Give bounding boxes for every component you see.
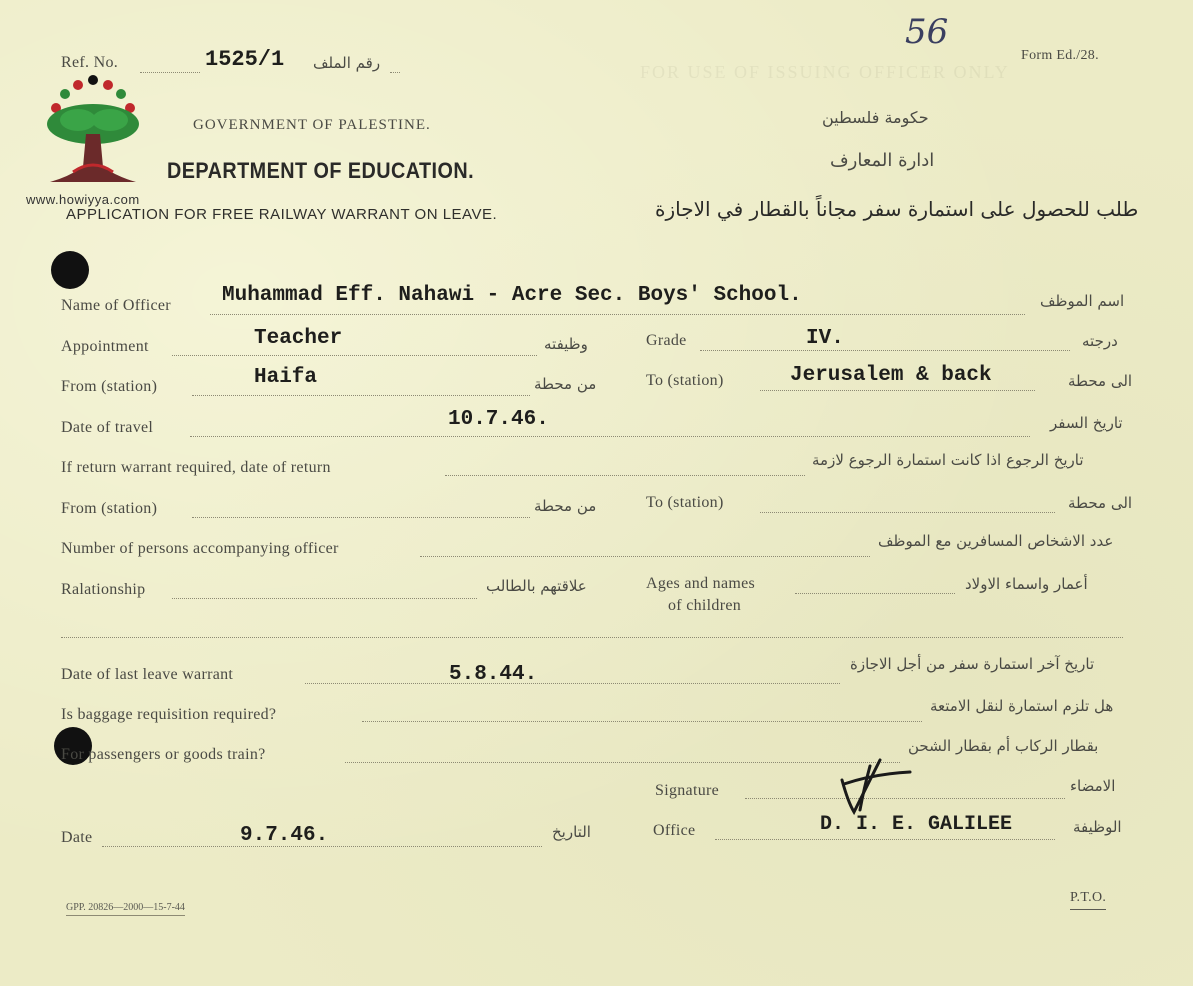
government-en: GOVERNMENT OF PALESTINE. — [193, 117, 431, 133]
to1-dots — [760, 390, 1035, 391]
ref-value: 1525/1 — [205, 47, 285, 72]
grade-ar: درجته — [1082, 332, 1118, 350]
date-travel-value: 10.7.46. — [448, 408, 549, 431]
office-ar: الوظيفة — [1073, 818, 1122, 836]
grade-value: IV. — [806, 327, 844, 350]
date-label: Date — [61, 829, 93, 846]
logo-website: www.howiyya.com — [26, 192, 140, 207]
last-leave-label: Date of last leave warrant — [61, 666, 234, 683]
train-label: For passengers or goods train? — [61, 746, 266, 763]
appointment-value: Teacher — [254, 327, 343, 350]
appointment-label: Appointment — [61, 338, 149, 355]
date-ar: التاريخ — [552, 823, 591, 841]
children-label-2: of children — [668, 597, 742, 614]
department-ar: ادارة المعارف — [830, 150, 935, 171]
last-leave-dots — [305, 683, 840, 684]
appointment-dots — [172, 355, 537, 356]
name-dots — [210, 314, 1025, 315]
from1-dots — [192, 395, 530, 396]
date-travel-label: Date of travel — [61, 419, 154, 436]
train-dots — [345, 762, 900, 763]
last-leave-value: 5.8.44. — [449, 663, 538, 686]
baggage-dots — [362, 721, 922, 722]
bleed-through: FOR USE OF ISSUING OFFICER ONLY — [640, 62, 1010, 82]
relationship-dots — [172, 598, 477, 599]
return-dots — [445, 475, 805, 476]
children-ar: أعمار واسماء الاولاد — [965, 575, 1088, 593]
office-value: D. I. E. GALILEE — [820, 813, 1013, 836]
blank-line-dots — [61, 637, 1123, 638]
from2-dots — [192, 517, 530, 518]
appointment-ar: وظيفته — [544, 335, 588, 353]
from1-ar: من محطة — [534, 375, 597, 393]
date-travel-ar: تاريخ السفر — [1050, 414, 1123, 432]
persons-label: Number of persons accompanying officer — [61, 540, 339, 557]
date-value: 9.7.46. — [240, 824, 329, 847]
name-value: Muhammad Eff. Nahawi - Acre Sec. Boys' School. — [222, 284, 802, 307]
date-travel-dots — [190, 436, 1030, 437]
to2-dots — [760, 512, 1055, 513]
to1-ar: الى محطة — [1068, 372, 1133, 390]
pto-label: P.T.O. — [1070, 890, 1106, 910]
return-ar: تاريخ الرجوع اذا كانت استمارة الرجوع لازمة — [812, 451, 1084, 469]
from1-value: Haifa — [254, 366, 318, 389]
name-ar: اسم الموظف — [1040, 292, 1125, 310]
relationship-label: Ralationship — [61, 581, 146, 598]
relationship-ar: علاقتهم بالطالب — [486, 577, 587, 595]
print-code: GPP. 20826—2000—15-7-44 — [66, 902, 185, 916]
return-label: If return warrant required, date of return — [61, 459, 331, 476]
government-ar: حكومة فلسطين — [822, 108, 929, 127]
signature-ar: الامضاء — [1070, 777, 1116, 795]
last-leave-ar: تاريخ آخر استمارة سفر من أجل الاجازة — [850, 655, 1095, 673]
office-dots — [715, 839, 1055, 840]
children-label-1: Ages and names — [646, 575, 756, 592]
office-label: Office — [653, 822, 696, 839]
to2-ar: الى محطة — [1068, 494, 1133, 512]
to1-value: Jerusalem & back — [790, 364, 992, 387]
tree-logo-icon — [28, 72, 158, 197]
page-number: 56 — [905, 12, 949, 52]
to2-label: To (station) — [646, 494, 724, 511]
ref-dots-2 — [390, 72, 400, 73]
from2-ar: من محطة — [534, 497, 597, 515]
grade-label: Grade — [646, 332, 687, 349]
baggage-ar: هل تلزم استمارة لنقل الامتعة — [930, 697, 1114, 715]
application-ar: طلب للحصول على استمارة سفر مجاناً بالقطار في الاجازة — [655, 197, 1139, 221]
persons-dots — [420, 556, 870, 557]
persons-ar: عدد الاشخاص المسافرين مع الموظف — [878, 532, 1114, 550]
from2-label: From (station) — [61, 500, 158, 517]
form-reference: Form Ed./28. — [1021, 48, 1099, 63]
department-en: DEPARTMENT OF EDUCATION. — [167, 158, 475, 183]
to1-label: To (station) — [646, 372, 724, 389]
grade-dots — [700, 350, 1070, 351]
punch-hole-top — [51, 251, 89, 289]
signature-label: Signature — [655, 782, 720, 799]
ref-arabic: رقم الملف — [313, 54, 381, 72]
train-ar: بقطار الركاب أم بقطار الشحن — [908, 737, 1099, 755]
logo — [28, 72, 158, 212]
ref-label: Ref. No. — [61, 54, 119, 71]
children-dots — [795, 593, 955, 594]
handwritten-signature-icon — [830, 752, 920, 822]
baggage-label: Is baggage requisition required? — [61, 706, 277, 723]
application-en: APPLICATION FOR FREE RAILWAY WARRANT ON LEAVE. — [66, 206, 498, 223]
name-label: Name of Officer — [61, 297, 171, 314]
from1-label: From (station) — [61, 378, 158, 395]
